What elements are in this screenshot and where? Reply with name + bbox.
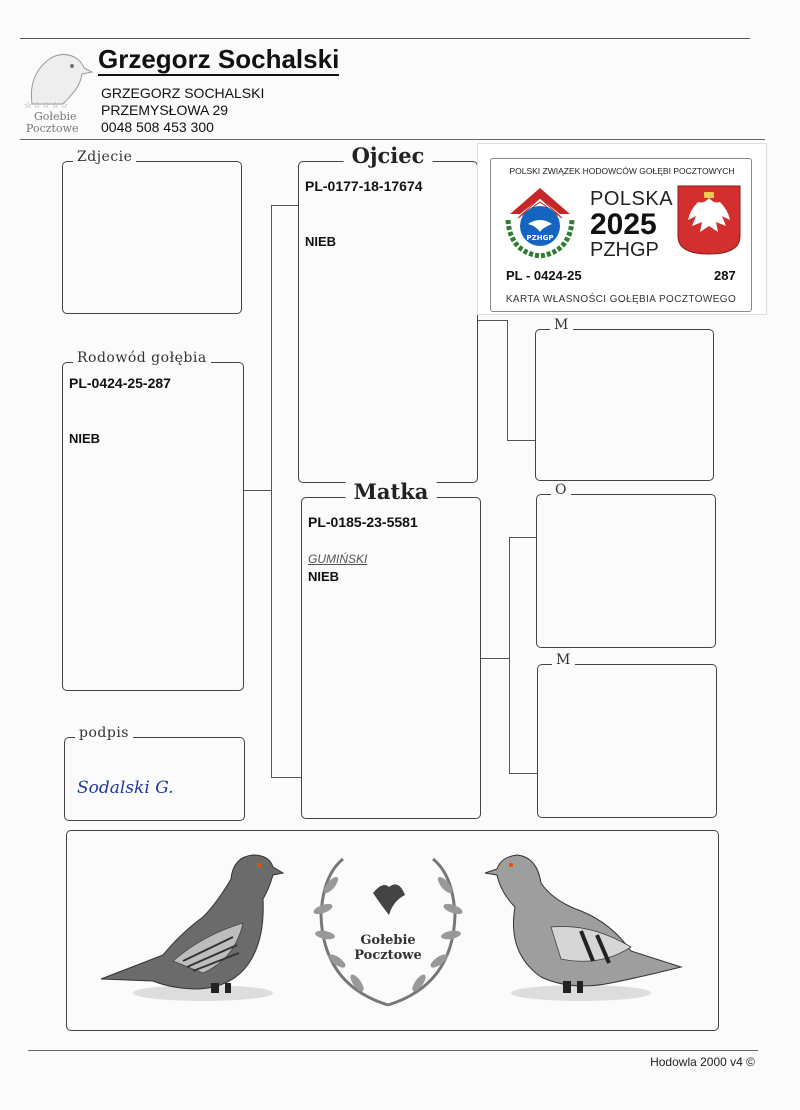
father-color: NIEB xyxy=(305,234,337,249)
footer-rule xyxy=(28,1050,758,1051)
page-title: Grzegorz Sochalski xyxy=(98,44,340,74)
gp-m1-label: M xyxy=(550,317,573,333)
bottom-logo-line1: Gołebie xyxy=(360,933,416,948)
laurel-wreath-icon xyxy=(303,845,473,1015)
signature-box[interactable] xyxy=(64,725,245,821)
pedigree-box xyxy=(62,350,244,691)
card-ring-number: 287 xyxy=(714,268,736,283)
ownership-card xyxy=(477,143,767,315)
signature-label: podpis xyxy=(75,725,133,741)
connector xyxy=(271,777,301,778)
grandparent-box-m2 xyxy=(537,652,717,818)
logo-text-1: Gołebie xyxy=(34,110,77,123)
connector xyxy=(481,658,510,659)
father-label: Ojciec xyxy=(344,143,433,168)
connector xyxy=(271,205,272,777)
owner-phone: 0048 508 453 300 xyxy=(101,119,214,135)
mother-color: NIEB xyxy=(308,569,340,584)
logo-abbr: PZHGP xyxy=(526,234,554,242)
signature: Sodalski G. xyxy=(77,778,174,798)
pigeon-left-icon xyxy=(93,843,293,1013)
header-bottom-rule xyxy=(20,139,765,140)
pigeon-head-logo-icon xyxy=(22,46,94,106)
header-logo xyxy=(22,46,94,138)
card-org: POLSKI ZWIĄZEK HODOWCÓW GOŁĘBI POCZTOWYCH xyxy=(509,166,735,176)
father-box xyxy=(298,143,478,483)
grandparent-box-o xyxy=(536,482,716,648)
pzhgp-logo-icon xyxy=(500,180,580,260)
bottom-logo-line2: Pocztowe xyxy=(354,948,422,963)
footer-credit: Hodowla 2000 v4 © xyxy=(650,1055,755,1069)
connector xyxy=(509,537,510,773)
card-abbr: PZHGP xyxy=(590,239,659,261)
owner-name: GRZEGORZ SOCHALSKI xyxy=(101,85,265,101)
pigeon-right-icon xyxy=(481,843,691,1013)
connector xyxy=(507,320,508,440)
header-top-rule xyxy=(20,38,750,39)
connector xyxy=(271,205,298,206)
pedigree-label: Rodowód gołębia xyxy=(73,350,211,366)
card-country: POLSKA xyxy=(590,188,674,210)
connector xyxy=(478,320,508,321)
card-footer: KARTA WŁASNOŚCI GOŁĘBIA POCZTOWEGO xyxy=(505,294,737,305)
pigeon-color: NIEB xyxy=(69,431,101,446)
connector xyxy=(507,440,535,441)
gp-m2-label: M xyxy=(552,652,575,668)
mother-box xyxy=(301,479,481,819)
photo-box[interactable] xyxy=(62,149,242,314)
owner-address: PRZEMYSŁOWA 29 xyxy=(101,102,229,118)
father-ring: PL-0177-18-17674 xyxy=(305,178,423,194)
card-year: 2025 xyxy=(590,208,657,241)
mother-ring: PL-0185-23-5581 xyxy=(308,514,418,530)
mother-label: Matka xyxy=(346,479,437,504)
connector xyxy=(509,773,537,774)
connector xyxy=(244,490,272,491)
connector xyxy=(509,537,536,538)
gp-o-label: O xyxy=(551,482,571,498)
mother-breeder: GUMIŃSKI xyxy=(308,552,368,566)
logo-text-2: Pocztowe xyxy=(26,122,79,135)
logo-stars: ☆☆☆☆☆ xyxy=(24,100,70,110)
photo-label: Zdjecie xyxy=(73,149,136,165)
bottom-image-box xyxy=(66,830,719,1031)
card-ring-prefix: PL - 0424-25 xyxy=(506,268,582,283)
grandparent-box-m1 xyxy=(535,317,714,481)
pigeon-ring: PL-0424-25-287 xyxy=(69,375,171,391)
polish-eagle-icon xyxy=(676,184,742,256)
